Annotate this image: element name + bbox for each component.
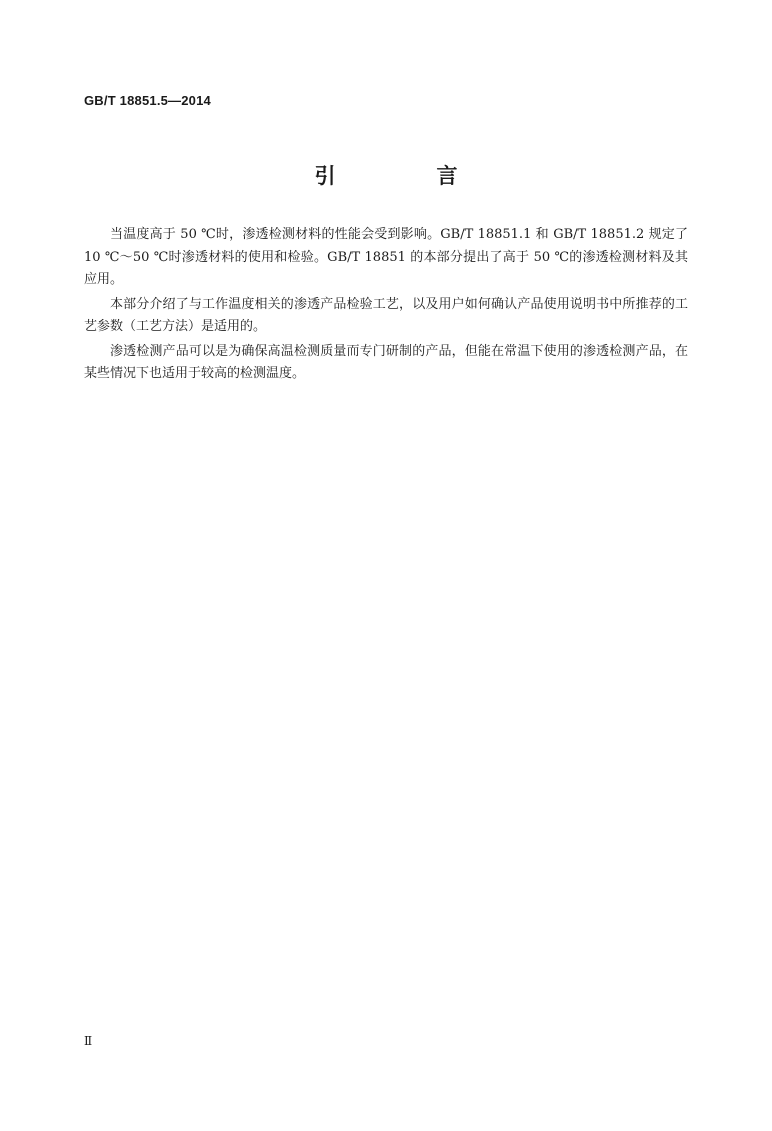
introduction-body xyxy=(84,224,688,388)
page-number: Ⅱ xyxy=(84,1034,93,1048)
paragraph: 当温度高于 50 ℃时，渗透检测材料的性能会受到影响。GB/T 18851.1 和 GB/T 18851.2 规定了 10 ℃～50 ℃时渗透材料的使用和检验。GB/T 18851 的本部分提出了高于 50 ℃的渗透检测材料及其应用。 xyxy=(84,227,688,287)
section-title: 引 言 xyxy=(314,164,498,188)
paragraph: 渗透检测产品可以是为确保高温检测质量而专门研制的产品，但能在常温下使用的渗透检测产品，在某些情况下也适用于较高的检测温度。 xyxy=(84,343,688,381)
paragraph: 本部分介绍了与工作温度相关的渗透产品检验工艺，以及用户如何确认产品使用说明书中所推荐的工艺参数（工艺方法）是适用的。 xyxy=(84,296,688,334)
standard-number: GB/T 18851.5—2014 xyxy=(84,93,211,108)
